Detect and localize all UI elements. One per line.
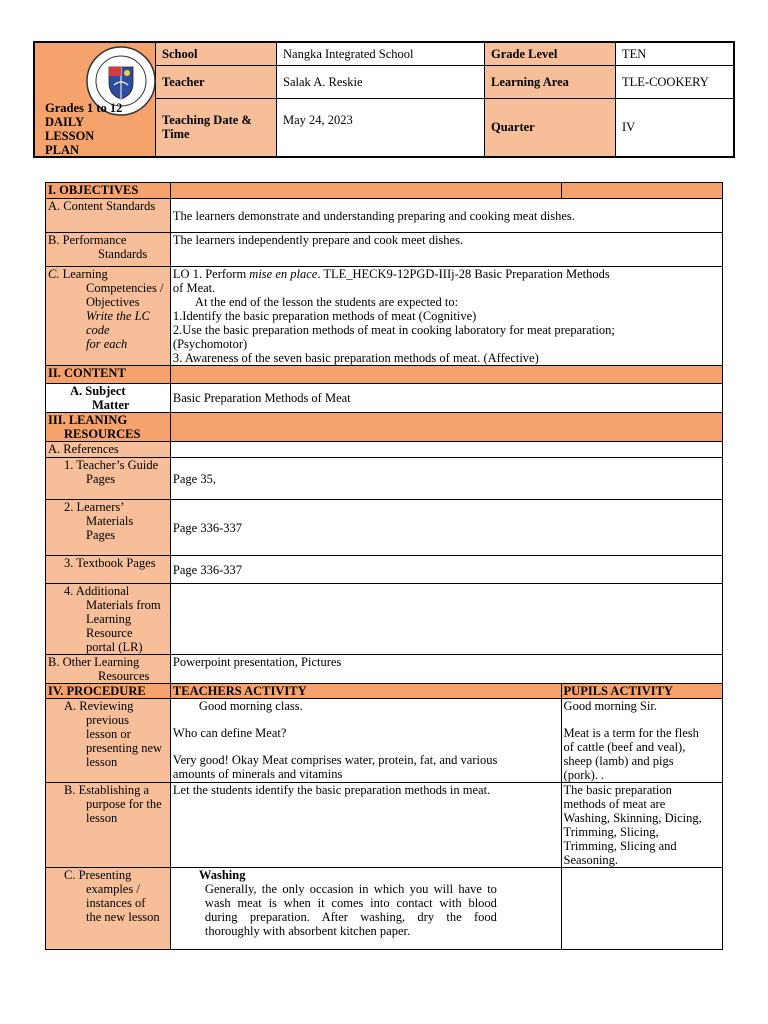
- teaching-date-value: May 24, 2023: [277, 99, 485, 157]
- performance-standards-value: The learners independently prepare and cook meet dishes.: [170, 233, 722, 267]
- learners-materials-label: 2. Learners’ Materials Pages: [46, 500, 171, 556]
- content-standards-value: The learners demonstrate and understanding preparing and cooking meat dishes.: [170, 199, 722, 233]
- reviewing-lesson-label: A. Reviewing previous lesson or presenting new lesson: [46, 699, 171, 783]
- additional-materials-value: [170, 584, 722, 655]
- grades-title: Grades 1 to 12 DAILY LESSON PLAN: [45, 101, 123, 157]
- presenting-examples-label: C. Presenting examples / instances of the new lesson: [46, 868, 171, 950]
- resources-heading-fill: [170, 413, 722, 442]
- objectives-heading-fill-2: [561, 183, 722, 199]
- establishing-teacher-activity: Let the students identify the basic preparation methods in meat.: [170, 783, 561, 868]
- learning-competencies-label: C. Learning Competencies / Objectives Write the LC code for each: [46, 267, 171, 366]
- reviewing-teacher-activity: Good morning class. Who can define Meat? Very good! Okay Meat comprises water, protein, fat, and various amounts of minerals and vitamins: [170, 699, 561, 783]
- objectives-heading-fill: [170, 183, 561, 199]
- teachers-activity-heading: TEACHERS ACTIVITY: [170, 684, 561, 699]
- teacher-label: Teacher: [156, 66, 277, 99]
- grade-level-value: TEN: [616, 42, 735, 66]
- lesson-plan-table: [45, 182, 723, 950]
- other-resources-label: B. Other Learning Resources: [46, 655, 171, 684]
- learning-area-label: Learning Area: [485, 66, 616, 99]
- learning-area-value: TLE-COOKERY: [616, 66, 735, 99]
- header-table: [33, 41, 735, 158]
- learners-materials-value: Page 336-337: [170, 500, 722, 556]
- pupils-activity-heading: PUPILS ACTIVITY: [561, 684, 722, 699]
- reviewing-pupils-activity: Good morning Sir. Meat is a term for the flesh of cattle (beef and veal), sheep (lamb) and pigs (pork). .: [561, 699, 722, 783]
- presenting-pupils-activity: [561, 868, 722, 950]
- content-standards-label: A. Content Standards: [46, 199, 171, 233]
- learning-competencies-value: LO 1. Perform mise en place. TLE_HECK9-12PGD-IIIj-28 Basic Preparation Methods of Meat. At the end of the lesson the students are expected to: 1.Identify the basic preparation methods of meat (Cognitive) 2.Use the basic preparation methods of meat in cooking laboratory for meat preparation; (Psychomotor) 3. Awareness of the seven basic preparation methods of meat. (Affective): [170, 267, 722, 366]
- establishing-pupils-activity: The basic preparation methods of meat are Washing, Skinning, Dicing, Trimming, Slicing, Trimming, Slicing and Seasoning.: [561, 783, 722, 868]
- logo-cell: [34, 42, 156, 157]
- references-value: [170, 442, 722, 458]
- content-heading-fill: [170, 366, 722, 384]
- textbook-pages-label: 3. Textbook Pages: [46, 556, 171, 584]
- subject-matter-value: Basic Preparation Methods of Meat: [170, 384, 722, 413]
- subject-matter-label: A. Subject Matter: [46, 384, 171, 413]
- teacher-value: Salak A. Reskie: [277, 66, 485, 99]
- establishing-purpose-label: B. Establishing a purpose for the lesson: [46, 783, 171, 868]
- presenting-teacher-activity: Washing Generally, the only occasion in which you will have to wash meat is when it comes into contact with blood during preparation. After washing, dry the food thoroughly with absorbent kitchen paper.: [170, 868, 561, 950]
- resources-heading: III. LEANING RESOURCES: [46, 413, 171, 442]
- school-label: School: [156, 42, 277, 66]
- content-heading: II. CONTENT: [46, 366, 171, 384]
- procedure-heading: IV. PROCEDURE: [46, 684, 171, 699]
- quarter-label: Quarter: [485, 99, 616, 157]
- school-value: Nangka Integrated School: [277, 42, 485, 66]
- grade-level-label: Grade Level: [485, 42, 616, 66]
- additional-materials-label: 4. Additional Materials from Learning Resource portal (LR): [46, 584, 171, 655]
- textbook-pages-value: Page 336-337: [170, 556, 722, 584]
- objectives-heading: I. OBJECTIVES: [46, 183, 171, 199]
- references-label: A. References: [46, 442, 171, 458]
- quarter-value: IV: [616, 99, 735, 157]
- teaching-date-label: Teaching Date & Time: [156, 99, 277, 157]
- other-resources-value: Powerpoint presentation, Pictures: [170, 655, 722, 684]
- teachers-guide-label: 1. Teacher’s Guide Pages: [46, 458, 171, 500]
- performance-standards-label: B. Performance Standards: [46, 233, 171, 267]
- teachers-guide-value: Page 35,: [170, 458, 722, 500]
